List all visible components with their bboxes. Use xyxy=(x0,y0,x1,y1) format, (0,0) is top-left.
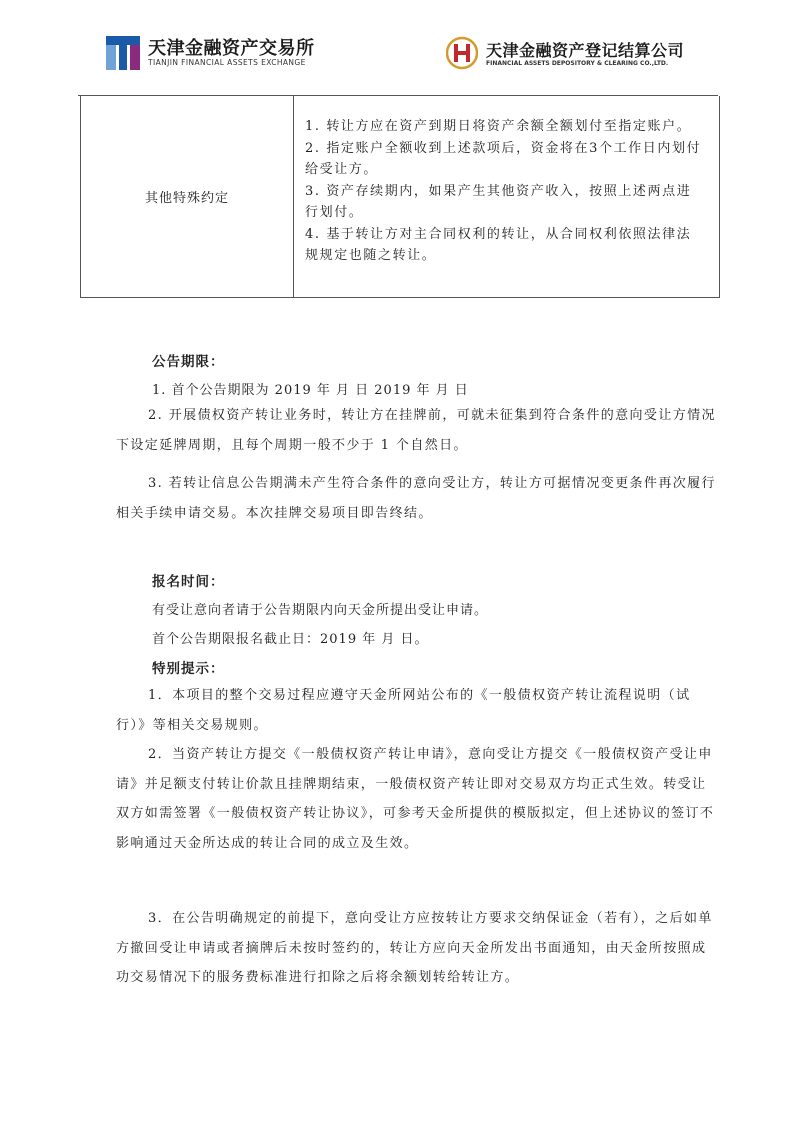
announcement-item-2: 2. 开展债权资产转让业务时，转让方在挂牌前，可就未征集到符合条件的意向受让方情况下设定延牌周期，且每个周期一般不少于 1 个自然日。 xyxy=(116,408,716,453)
note-3: 3．在公告明确规定的前提下，意向受让方应按转让方要求交纳保证金（若有），之后如单方撤回受让申请或者摘牌后未按时签约的，转让方应向天金所发出书面通知，由天金所按照成功交易情况下的服务费标准进行扣除之后将余额划转给转让方。 xyxy=(116,911,713,985)
agreement-clause: 4. 基于转让方对主合同权利的转让，从合同权利依照法律法规规定也随之转让。 xyxy=(305,226,692,263)
note-2: 2．当资产转让方提交《一般债权资产转让申请》，意向受让方提交《一般债权资产受让申请》并足额支付转让价款且挂牌期结束，一般债权资产转让即对交易双方均正式生效。转受让双方如需签署《一般债权资产转让协议》，可参考天金所提供的模版拟定，但上述协议的签订不影响通过天金所达成的转让合同的成立及生效。 xyxy=(116,747,715,851)
notes-heading: 特别提示： xyxy=(152,661,225,677)
registration-heading: 报名时间： xyxy=(152,574,225,590)
announcement-heading: 公告期限： xyxy=(152,354,225,370)
registration-line-2: 首个公告期限报名截止日：2019 年 月 日。 xyxy=(152,632,429,647)
special-agreement-table xyxy=(80,96,720,298)
fadc-name-cn: 天津金融资产登记结算公司 xyxy=(486,41,685,60)
fadc-logo xyxy=(446,36,696,74)
announcement-item-3: 3. 若转让信息公告期满未产生符合条件的意向受让方，转让方可据情况变更条件再次履行相关手续申请交易。本次挂牌交易项目即告终结。 xyxy=(116,476,716,521)
note-1: 1．本项目的整个交易过程应遵守天金所网站公布的《一般债权资产转让流程说明（试行）》等相关交易规则。 xyxy=(116,688,691,733)
announcement-item-1: 1. 首个公告期限为 2019 年 月 日 2019 年 月 日 xyxy=(152,383,469,398)
agreement-clause: 3. 资产存续期内，如果产生其他资产收入，按照上述两点进行划付。 xyxy=(305,183,692,220)
tfae-name-cn: 天津金融资产交易所 xyxy=(148,38,315,59)
agreement-label: 其他特殊约定 xyxy=(81,96,294,297)
agreement-clause: 1. 转让方应在资产到期日将资产余额全额划付至指定账户。 xyxy=(305,119,692,134)
fadc-name-en: FINANCIAL ASSETS DEPOSITORY & CLEARING CO.,LTD. xyxy=(486,60,669,67)
tfae-logo-icon xyxy=(106,36,140,70)
tfae-logo xyxy=(106,34,336,74)
agreement-clause: 2. 指定账户全额收到上述款项后，资金将在3个工作日内划付给受让方。 xyxy=(305,140,702,177)
tfae-name-en: TIANJIN FINANCIAL ASSETS EXCHANGE xyxy=(148,58,306,67)
agreement-clauses xyxy=(305,116,705,267)
registration-line-1: 有受让意向者请于公告期限内向天金所提出受让申请。 xyxy=(152,603,489,618)
fadc-logo-icon xyxy=(446,36,478,70)
